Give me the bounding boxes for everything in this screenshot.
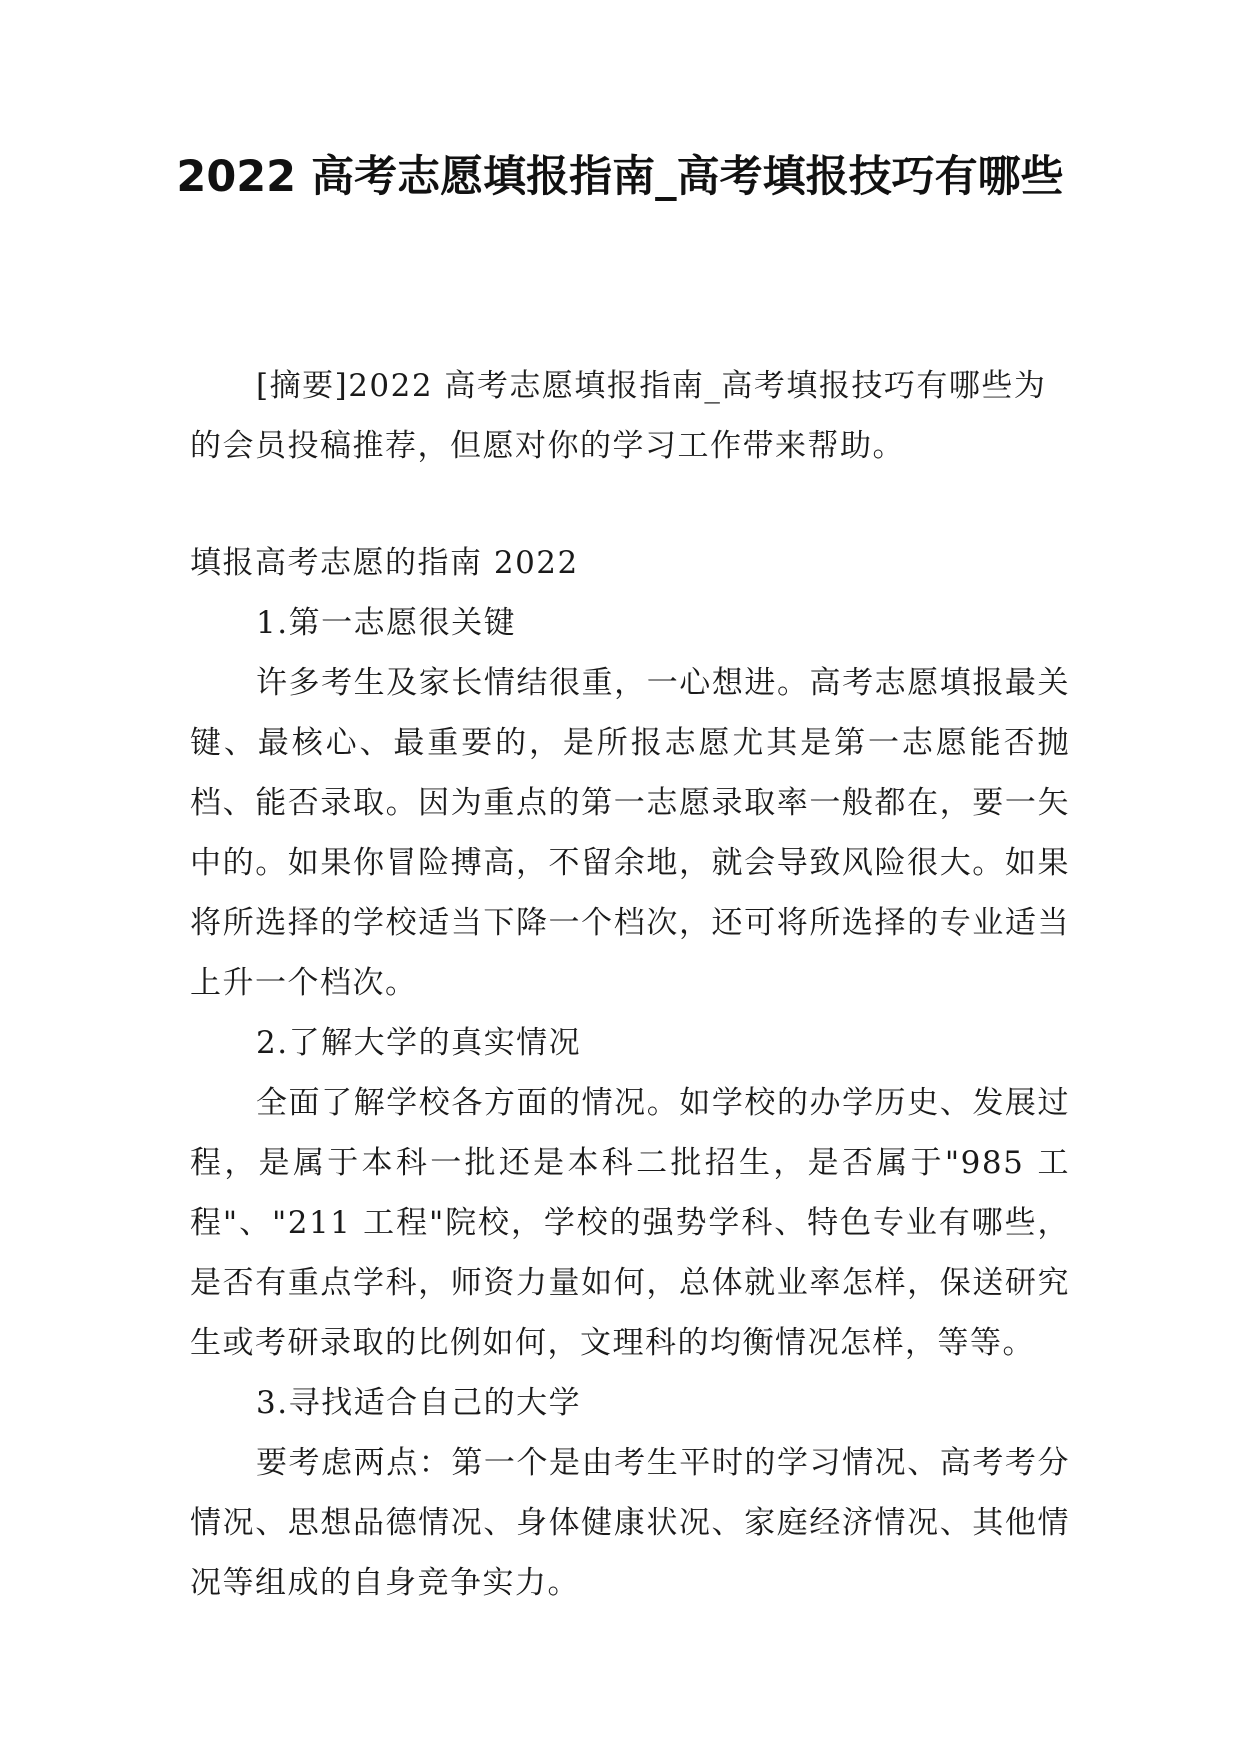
paragraph-1: 许多考生及家长情结很重，一心想进。高考志愿填报最关键、最核心、最重要的，是所报志愿尤其是第一志愿能否抛档、能否录取。因为重点的第一志愿录取率一般都在，要一矢中的。如果你冒险搏高，不留余地，就会导致风险很大。如果将所选择的学校适当下降一个档次，还可将所选择的专业适当上升一个档次。: [190, 665, 1070, 1001]
document-title: 2022 高考志愿填报指南_高考填报技巧有哪些: [176, 152, 1064, 202]
paragraph-2: 全面了解学校各方面的情况。如学校的办学历史、发展过程，是属于本科一批还是本科二批招生，是否属于"985 工程"、"211 工程"院校，学校的强势学科、特色专业有哪些，是否有重点学科，师资力量如何，总体就业率怎样，保送研究生或考研录取的比例如何，文理科的均衡情况怎样，等等。: [190, 1085, 1070, 1361]
subheading-1: 1.第一志愿很关键: [256, 605, 517, 641]
paragraph-3: 要考虑两点：第一个是由考生平时的学习情况、高考考分情况、思想品德情况、身体健康状况、家庭经济情况、其他情况等组成的自身竞争实力。: [190, 1445, 1070, 1601]
abstract-paragraph: [摘要]2022 高考志愿填报指南_高考填报技巧有哪些为的会员投稿推荐，但愿对你的学习工作带来帮助。: [190, 368, 1047, 464]
section-heading: 填报高考志愿的指南 2022: [190, 545, 579, 581]
subheading-2: 2.了解大学的真实情况: [256, 1025, 582, 1061]
document-content: [190, 533, 1070, 1613]
subheading-3: 3.寻找适合自己的大学: [256, 1385, 582, 1421]
